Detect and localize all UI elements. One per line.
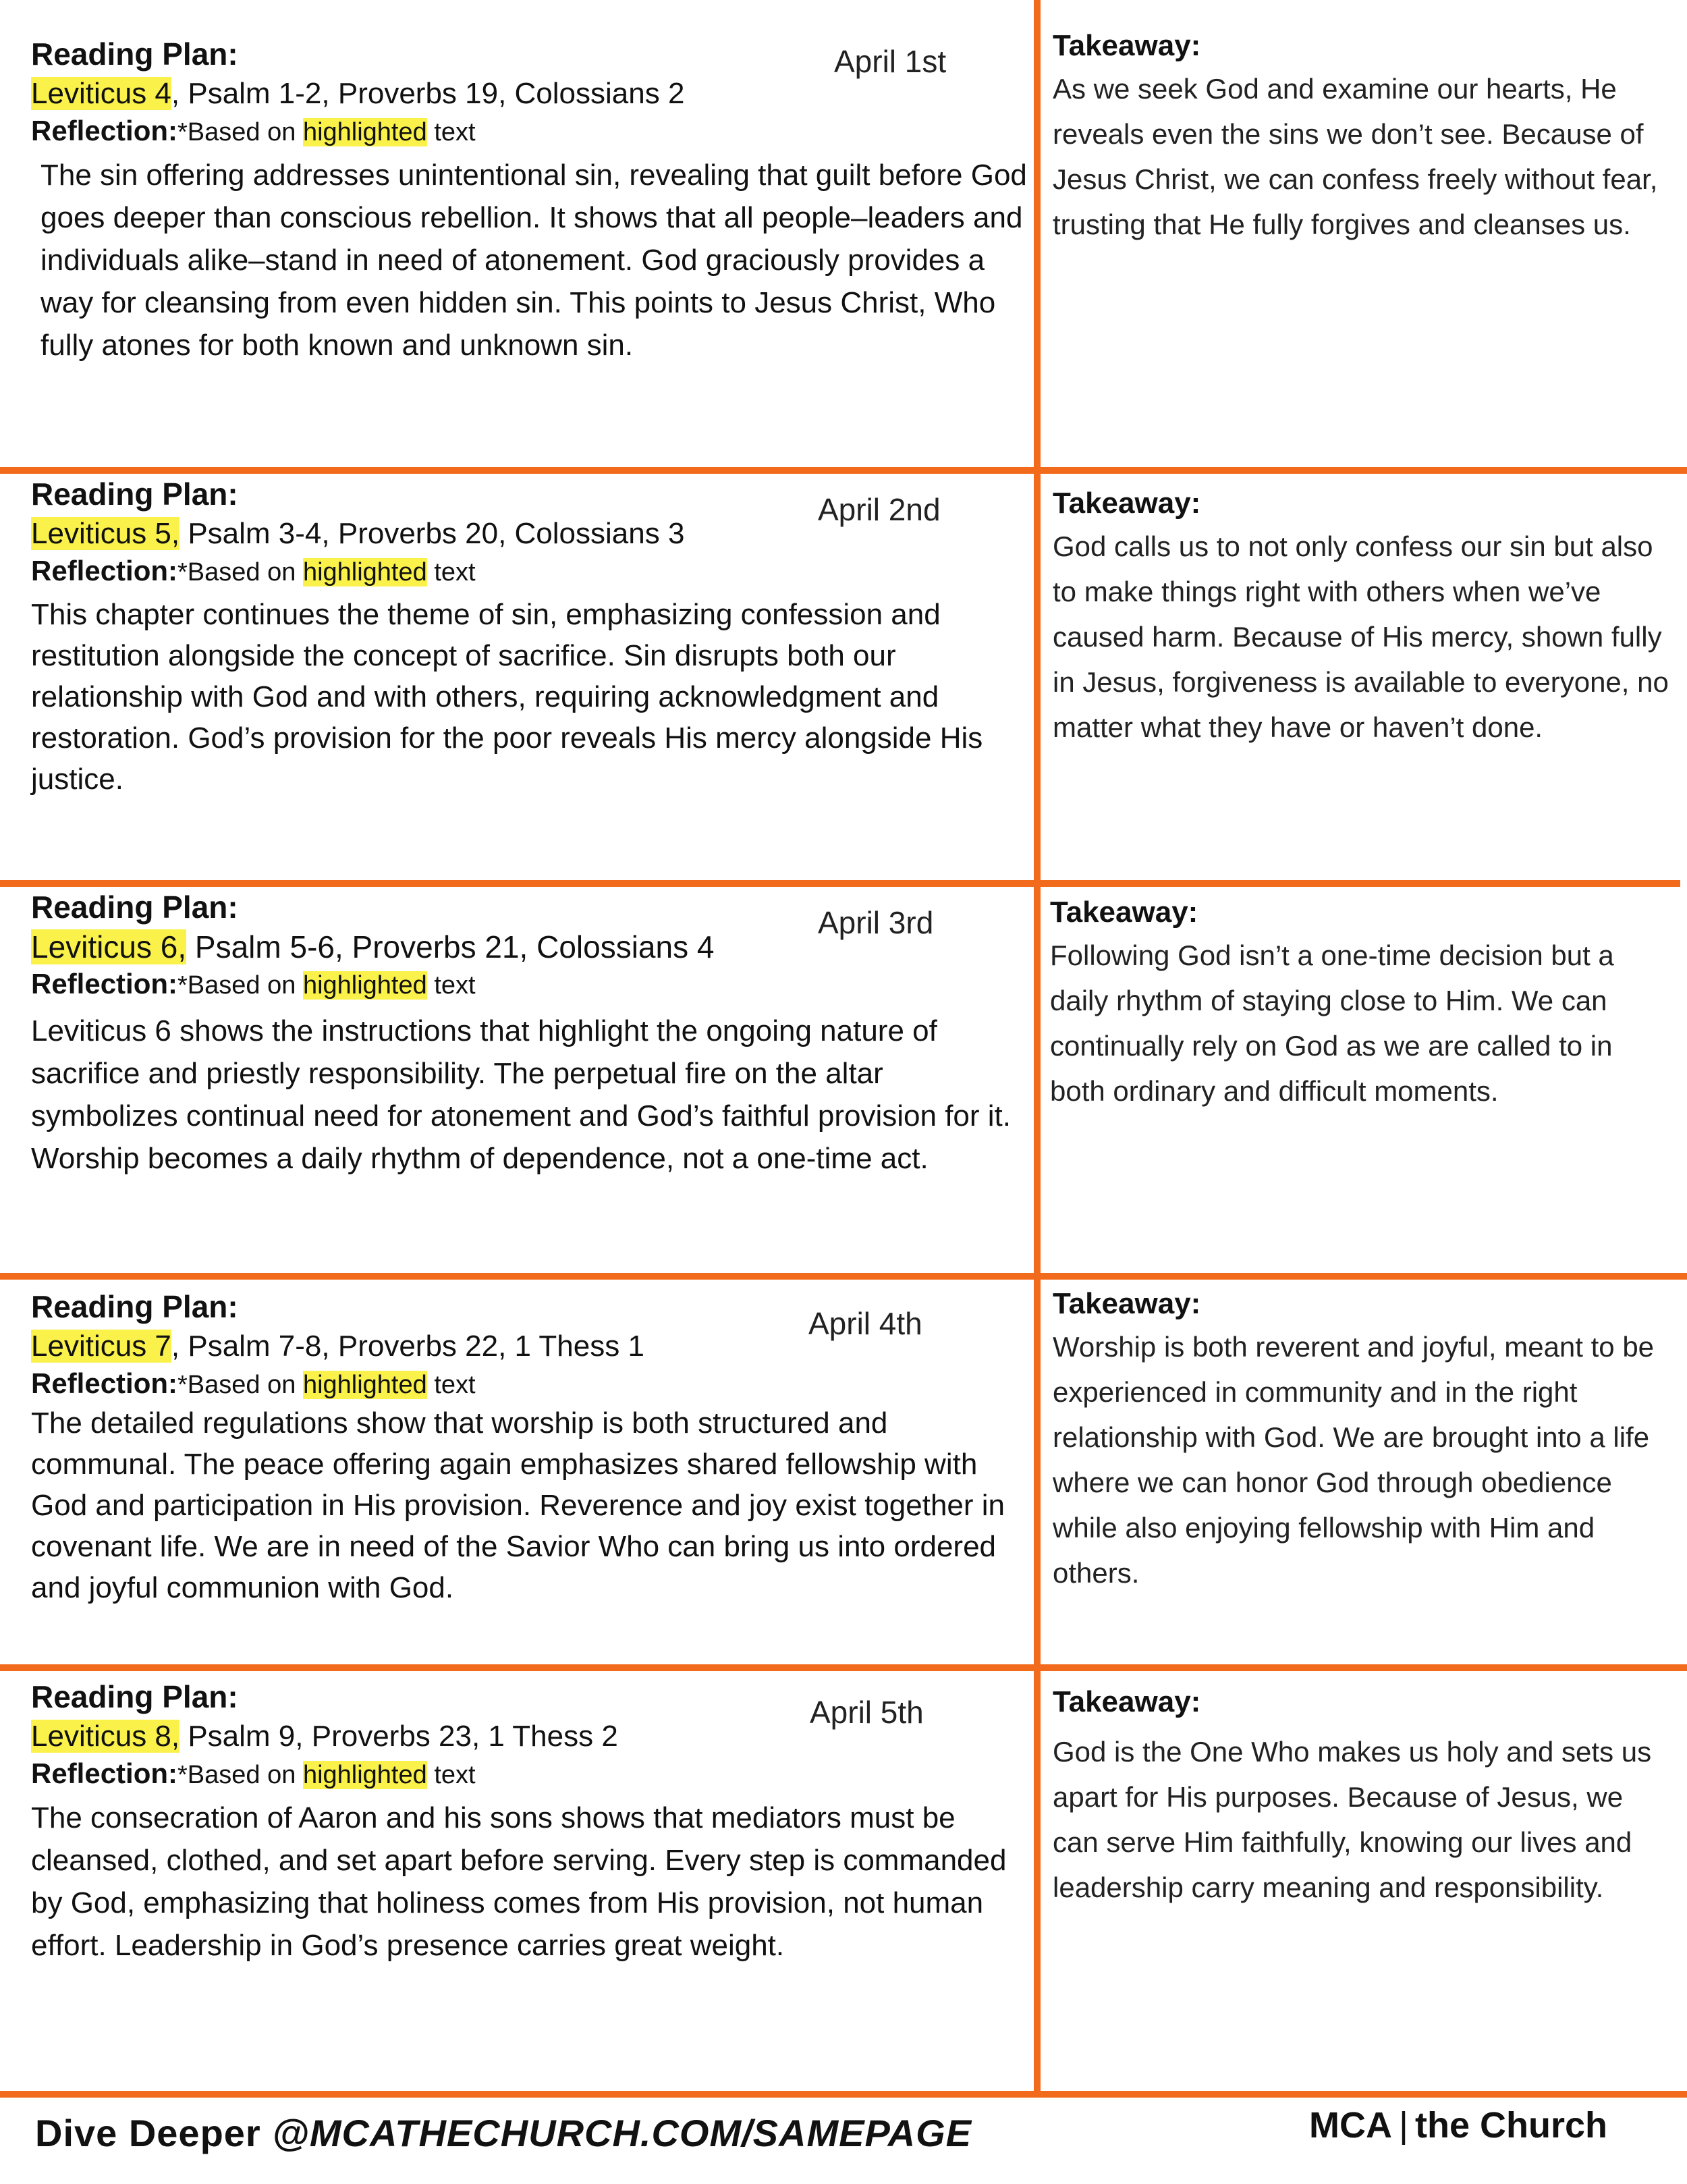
- day-date: April 3rd: [818, 905, 934, 940]
- dive-deeper-label: Dive Deeper: [35, 2112, 273, 2154]
- takeaway-text: God calls us to not only confess our sin but also to make things right with others when we’ve caused harm. Because of His mercy, shown fully in Jesus, forgiveness is available to everyone, no matter what they have or haven’t done.: [1053, 530, 1669, 743]
- reflection-line: Reflection:*Based on highlighted text: [31, 555, 476, 586]
- reading-plan-label: Reading Plan:: [31, 1289, 238, 1324]
- reading-plan-line: [31, 74, 1030, 113]
- reflection-line: Reflection:*Based on highlighted text: [31, 1757, 476, 1789]
- takeaway-block: [1053, 26, 1674, 247]
- takeaway-label: Takeaway:: [1053, 29, 1201, 62]
- takeaway-block: [1053, 483, 1674, 750]
- reflection-body: The sin offering addresses unintentional sin, revealing that guilt before God goes deeper than conscious rebellion. It shows that all people–leaders and individuals alike–stand in need of atonement. God graciously provides a way for cleansing from even hidden sin. This points to Jesus Christ, Who fully atones for both known and unknown sin.: [40, 159, 1027, 362]
- reading-plan-label: Reading Plan:: [31, 890, 238, 925]
- takeaway-text: Worship is both reverent and joyful, meant to be experienced in community and in the right relationship with God. We are brought into a life where we can honor God through obedience while also enjoying fellowship with Him and others.: [1053, 1331, 1655, 1589]
- divider-3: [0, 1273, 1687, 1280]
- takeaway-block: [1050, 892, 1671, 1114]
- takeaway-block: [1053, 1284, 1674, 1595]
- takeaway-label: Takeaway:: [1053, 487, 1201, 520]
- takeaway-block: [1053, 1682, 1674, 1910]
- passages: Psalm 3-4, Proverbs 20, Colossians 3: [179, 517, 685, 550]
- takeaway-text: Following God isn’t a one-time decision but a daily rhythm of staying close to Him. We can continually rely on God as we are called to in both ordinary and difficult moments.: [1050, 939, 1614, 1107]
- highlighted-passage: Leviticus 6,: [31, 929, 187, 964]
- passages: Psalm 5-6, Proverbs 21, Colossians 4: [186, 929, 715, 964]
- takeaway-label: Takeaway:: [1050, 896, 1198, 929]
- reading-plan-label: Reading Plan:: [31, 1679, 238, 1714]
- divider-1: [0, 467, 1687, 474]
- reading-plan-label: Reading Plan:: [31, 476, 238, 512]
- reflection-line: Reflection:*Based on highlighted text: [31, 115, 476, 146]
- dive-deeper-link[interactable]: [35, 2111, 972, 2155]
- reading-plan-label: Reading Plan:: [31, 36, 238, 72]
- day-date: April 5th: [810, 1695, 924, 1730]
- day-date: April 1st: [834, 44, 947, 79]
- reflection-line: Reflection:*Based on highlighted text: [31, 1367, 476, 1399]
- takeaway-label: Takeaway:: [1053, 1685, 1201, 1718]
- reflection-body: The detailed regulations show that worship is both structured and communal. The peace offering again emphasizes shared fellowship with God and participation in His provision. Reverence and joy exist together in covenant life. We are in need of the Savior Who can bring us into ordered and joyful communion with God.: [31, 1407, 1005, 1604]
- divider-2: [0, 880, 1680, 887]
- divider-4: [0, 1664, 1687, 1671]
- passages: , Psalm 7-8, Proverbs 22, 1 Thess 1: [171, 1330, 644, 1363]
- reflection-body: Leviticus 6 shows the instructions that highlight the ongoing nature of sacrifice and priestly responsibility. The perpetual fire on the altar symbolizes continual need for atonement and God’s faithful provision for it. Worship becomes a daily rhythm of dependence, not a one-time act.: [31, 1014, 1011, 1175]
- website-url: @MCATHECHURCH.COM/SAMEPAGE: [272, 2112, 972, 2154]
- passages: Psalm 9, Proverbs 23, 1 Thess 2: [179, 1720, 618, 1753]
- highlighted-passage: Leviticus 5,: [31, 517, 180, 550]
- highlighted-passage: Leviticus 7: [31, 1330, 171, 1363]
- church-logo: MCA | the Church: [1309, 2105, 1608, 2146]
- bottom-divider: [0, 2091, 1687, 2098]
- takeaway-text: As we seek God and examine our hearts, He reveals even the sins we don’t see. Because of Jesus Christ, we can confess freely without fear, trusting that He fully forgives and cleanses us.: [1053, 73, 1658, 240]
- reflection-body: The consecration of Aaron and his sons shows that mediators must be cleansed, clothed, and set apart before serving. Every step is commanded by God, emphasizing that holiness comes from His provision, not human effort. Leadership in God’s presence carries great weight.: [31, 1801, 1007, 1962]
- takeaway-text: God is the One Who makes us holy and sets us apart for His purposes. Because of Jesus, we can serve Him faithfully, knowing our lives and leadership carry meaning and responsibility.: [1053, 1736, 1652, 1903]
- takeaway-label: Takeaway:: [1053, 1287, 1201, 1320]
- highlighted-passage: Leviticus 8,: [31, 1720, 180, 1753]
- highlighted-passage: Leviticus 4: [31, 77, 171, 110]
- reflection-line: Reflection:*Based on highlighted text: [31, 968, 476, 1000]
- day-date: April 2nd: [818, 492, 941, 527]
- reading-block: [31, 34, 1030, 366]
- passages: , Psalm 1-2, Proverbs 19, Colossians 2: [171, 77, 685, 110]
- reflection-body: This chapter continues the theme of sin, emphasizing confession and restitution alongside the concept of sacrifice. Sin disrupts both our relationship with God and with others, requiring acknowledgment and restoration. God’s provision for the poor reveals His mercy alongside His justice.: [31, 598, 983, 796]
- day-date: April 4th: [808, 1306, 922, 1341]
- vertical-divider: [1034, 0, 1041, 2098]
